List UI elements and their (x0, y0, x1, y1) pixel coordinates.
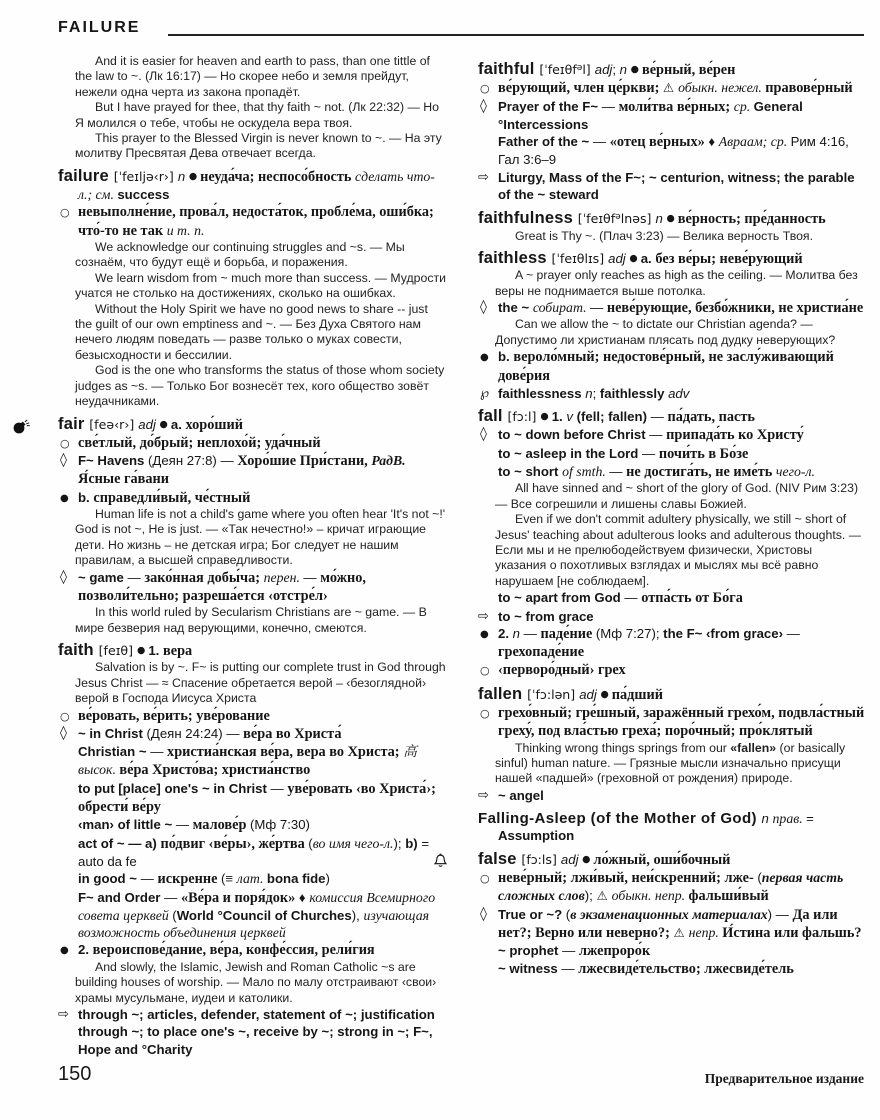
entry-fallen: fallen [ˈfɔ:lən] adj ● па́дший (478, 684, 663, 703)
sub: to ~ apart from God — отпа́сть от Бо́га (498, 590, 743, 607)
entry-fair: fair [feə‹r›] adj ● a. хоро́ший (58, 416, 446, 434)
example: In this world ruled by Secularism Christians are ~ game. — В мире безверия над верующими, конечно, смеются. (75, 605, 427, 635)
example: Human life is not a child's game where you often hear 'It's not ~!' God is not ~, He is just. — «Так нечестно!» – кричат играющие дети. Но жизнь – не детская игра; Бог следует не нашим правилам, а высшей справедливости. (75, 506, 446, 568)
sense: ⇨ through ~; articles, defender, statement of ~; justification through ~; to place one's ~, receive by ~; strong in ~; F~, Hope and °Charity (58, 1006, 435, 1057)
deriv-marker-icon: ℘ (480, 385, 490, 401)
sense: ⇨ to ~ from grace (478, 608, 594, 624)
bomb-icon (32, 418, 52, 434)
example: This prayer to the Blessed Virgin is never known to ~. — На эту молитву Пресвятая Дева отвечает всегда. (75, 131, 442, 161)
sub: ‹man› of little ~ — малове́р (Мф 7:30) (78, 817, 310, 834)
sense: ◊ the ~ собират. — неве́рующие, безбо́жники, не христиа́не (480, 299, 864, 317)
sense: ◊ True or ~? (в экзаменационных материалах) — Да или нет?; Верно или неверно?; ⚠ непр. И́стина или фальшь? (480, 905, 862, 941)
sense: ◊ ~ game — зако́нная добы́ча; перен. — мо́жно, позволи́тельно; разреша́ется ‹отстре́л› (60, 568, 366, 604)
guide-word: FAILURE (58, 19, 141, 36)
sub: Father of the ~ — «отец ве́рных» ♦ Авраам; ср. Рим 4:16, Гал 3:6–9 (498, 134, 849, 168)
arrow-marker-icon: ⇨ (58, 1006, 69, 1022)
sense: ◊ to ~ down before Christ — припада́ть ко Христу́ (480, 426, 804, 444)
entry-faithful: faithful [ˈfeɪθf$^ə$l] adj; n ● ве́рный, ве́рен (478, 60, 736, 78)
left-column (58, 54, 446, 1058)
page-header (0, 18, 880, 42)
filled-marker-icon: ● (60, 945, 69, 957)
sense: ⇨ ~ angel (478, 787, 544, 803)
diamond-marker-icon: ◊ (480, 299, 487, 316)
sense: ℘ faithlessness n; faithlessly adv (480, 385, 690, 401)
hollow-marker-icon: ○ (60, 709, 70, 723)
example: All have sinned and ~ short of the glory of God. (NIV Рим 3:23) — Все согрешили и лишены славы Божией. (495, 481, 859, 511)
sub: to ~ short of smth. — не достига́ть, не име́ть чего-л. (498, 464, 815, 481)
entry-falling-asleep: Falling-Asleep (of the Mother of God) n прав. = Assumption (478, 810, 814, 844)
sense: ○ неве́рный; лжи́вый, неи́скренний; лже- (первая часть сложных слов); ⚠ обыкн. непр. фальши́вый (480, 870, 844, 905)
sub: Christian ~ — христиа́нская ве́ра, вера во Христа; 高высок. ве́ра Христо́ва; христиа́нство (78, 744, 417, 779)
diamond-marker-icon: ◊ (480, 97, 487, 114)
entry-failure: failure [ˈfeɪljə‹r›] n ● неуда́ча; неспосо́бность сделать что-л.; см. success (58, 166, 435, 203)
page-number: 150 (58, 1063, 92, 1085)
hollow-marker-icon: ○ (480, 872, 490, 885)
example: God is the one who transforms the status of those whom society judges as ~s. — Только Бог вознесёт тех, кого общество зовёт неудачниками. (75, 363, 445, 409)
diamond-marker-icon: ◊ (480, 905, 487, 922)
example: But I have prayed for thee, that thy faith ~ not. (Лк 22:32) — Но Я молился о тебе, чтобы не оскудела вера твоя. (75, 100, 439, 130)
sense: ○ ве́рующий, член це́ркви; ⚠ обыкн. нежел. правове́рный (480, 80, 853, 97)
hollow-marker-icon: ○ (480, 707, 490, 720)
example: Even if we don't commit adultery physically, we still ~ short of Jesus' teaching about adulterous looks and adulterous thoughts. — Если мы и не прелюбодействуем физически, Христовы указания о похотливых взглядах и мыслях мы всё равно нарушаем [не соблюдаем]. (495, 512, 862, 588)
entry-faithless: faithless [ˈfeɪθlɪs] adj ● a. без ве́ры; неве́рующий (478, 249, 803, 268)
entry-faithfulness: faithfulness [ˈfeɪθf$^ə$lnəs] n ● ве́рность; пре́данность (478, 209, 826, 228)
filled-marker-icon: ● (480, 352, 489, 364)
diamond-marker-icon: ◊ (60, 724, 67, 741)
sense: ○ ‹перворо́дный› грех (480, 662, 626, 679)
diamond-marker-icon: ◊ (60, 568, 67, 585)
arrow-marker-icon: ⇨ (478, 787, 489, 803)
sense: ○ ве́ровать, ве́рить; уве́рование (60, 707, 270, 724)
hollow-marker-icon: ○ (60, 206, 70, 220)
example: Salvation is by ~. F~ is putting our complete trust in God through Jesus Christ — ≈ Спасение обретается верой – ‹безоглядной› верой в Господа Иисуса Христа (75, 660, 446, 706)
example: We acknowledge our continuing struggles and ~s. — Мы сознаём, что будут ещё и борьба, и поражения. (75, 240, 405, 270)
sense: ◊ ~ in Christ (Деян 24:24) — ве́ра во Христа́ (60, 724, 342, 742)
arrow-marker-icon: ⇨ (478, 608, 489, 624)
example: And it is easier for heaven and earth to pass, than one tittle of the law to ~. (Лк 16:17) — Но скорее небо и земля прейдут, нежели одна черта из закона пропадёт. (75, 54, 430, 99)
sense: ● b. вероло́мный; недостове́рный, не заслу́живающий дове́рия (480, 349, 834, 384)
entry-false: false [fɔ:ls] adj ● ло́жный, оши́бочный (478, 851, 866, 869)
example: Without the Holy Spirit we have no good news to share -- just the guilt of our own emptiness and ~. — Без Духа Святого нам нечего людям поведать — разве только о муках совести, безысходности и бессилии. (75, 301, 428, 362)
arrow-marker-icon: ⇨ (478, 169, 489, 185)
sub: ~ prophet — лжепроро́к (498, 943, 651, 960)
hollow-marker-icon: ○ (480, 664, 490, 678)
sense: ● 2. вероиспове́дание, ве́ра, конфе́ссия, рели́гия (60, 942, 375, 959)
sense: ◊ Prayer of the F~ — моли́тва ве́рных; ср. General °Intercessions (480, 97, 803, 132)
hollow-marker-icon: ○ (60, 436, 70, 450)
hollow-marker-icon: ○ (480, 82, 490, 96)
edition-note: Предварительное издание (704, 1071, 864, 1086)
example: A ~ prayer only reaches as high as the ceiling. — Молитва без веры не поднимается выше потолка. (495, 268, 858, 298)
sense: ○ све́тлый, до́брый; неплохо́й; уда́чный (60, 434, 321, 451)
bell-icon (452, 853, 472, 869)
sub: F~ and Order — «Ве́ра и поря́док» ♦ комиссия Всемирного совета церквей (World °Council of Churches), изучающая возможность объединения церквей (78, 889, 436, 941)
sense: ○ невыполне́ние, прова́л, недоста́ток, пробле́ма, оши́бка; что́-то не так и т. п. (60, 204, 434, 239)
filled-marker-icon: ● (480, 628, 489, 640)
sense: ⇨ Liturgy, Mass of the F~; ~ centurion, witness; the parable of the ~ steward (478, 169, 855, 203)
right-column (478, 54, 866, 979)
diamond-marker-icon: ◊ (480, 426, 487, 443)
sub: act of ~ — a) по́двиг ‹ве́ры›, же́ртва (во имя чего-л.); b) = auto da fe (78, 835, 430, 869)
sub: ~ witness — лжесвиде́тельство; лжесвиде́тель (498, 961, 794, 978)
example: And slowly, the Islamic, Jewish and Roman Catholic ~s are building houses of worship. — Мало по малу отстраивают ‹свои› храмы мусульмане, иудеи и католики. (75, 959, 437, 1005)
sense: ● 2. n — паде́ние (Мф 7:27); the F~ ‹from grace› — грехопаде́ние (480, 625, 800, 661)
example: Can we allow the ~ to dictate our Christian agenda? — Допустимо ли христианам плясать под дудку неверующих? (495, 317, 836, 347)
sense: ● b. справедли́вый, че́стный (60, 489, 251, 506)
diamond-marker-icon: ◊ (60, 452, 67, 469)
filled-marker-icon: ● (60, 492, 69, 504)
sense: ○ грехо́вный; гре́шный, заражённый грехо́м, подвла́стный греху́, под вла́стью греха́; поро́чный; про́клятый (480, 705, 865, 740)
sub: in good ~ — искренне (≡ лат. bona fide) (78, 871, 330, 888)
header-rule (168, 34, 864, 36)
entry-faith: faith [feɪθ] ● 1. вера (58, 641, 193, 660)
example: Great is Thy ~. (Плач 3:23) — Велика верность Твоя. (515, 228, 814, 243)
sub: to put [place] one's ~ in Christ — уве́ровать ‹во Христа́›; обрести́ ве́ру (78, 780, 436, 816)
example: We learn wisdom from ~ much more than success. — Мудрости учатся не столько на достижениях, сколько на ошибках. (75, 270, 446, 301)
example: Thinking wrong things springs from our «fallen» (or basically sinful) human nature. — Грязные мысли изначально присущи нашей «падшей» (греховной от рождения) природе. (495, 740, 846, 786)
entry-fall: fall [fɔ:l] ● 1. v (fell; fallen) — па́дать, пасть (478, 407, 755, 426)
sense: ◊ F~ Havens (Деян 27:8) — Хоро́шие При́стани, РадВ. Я́сные га́вани (60, 452, 406, 488)
sub: to ~ asleep in the Lord — почи́ть в Бо́зе (498, 445, 749, 462)
